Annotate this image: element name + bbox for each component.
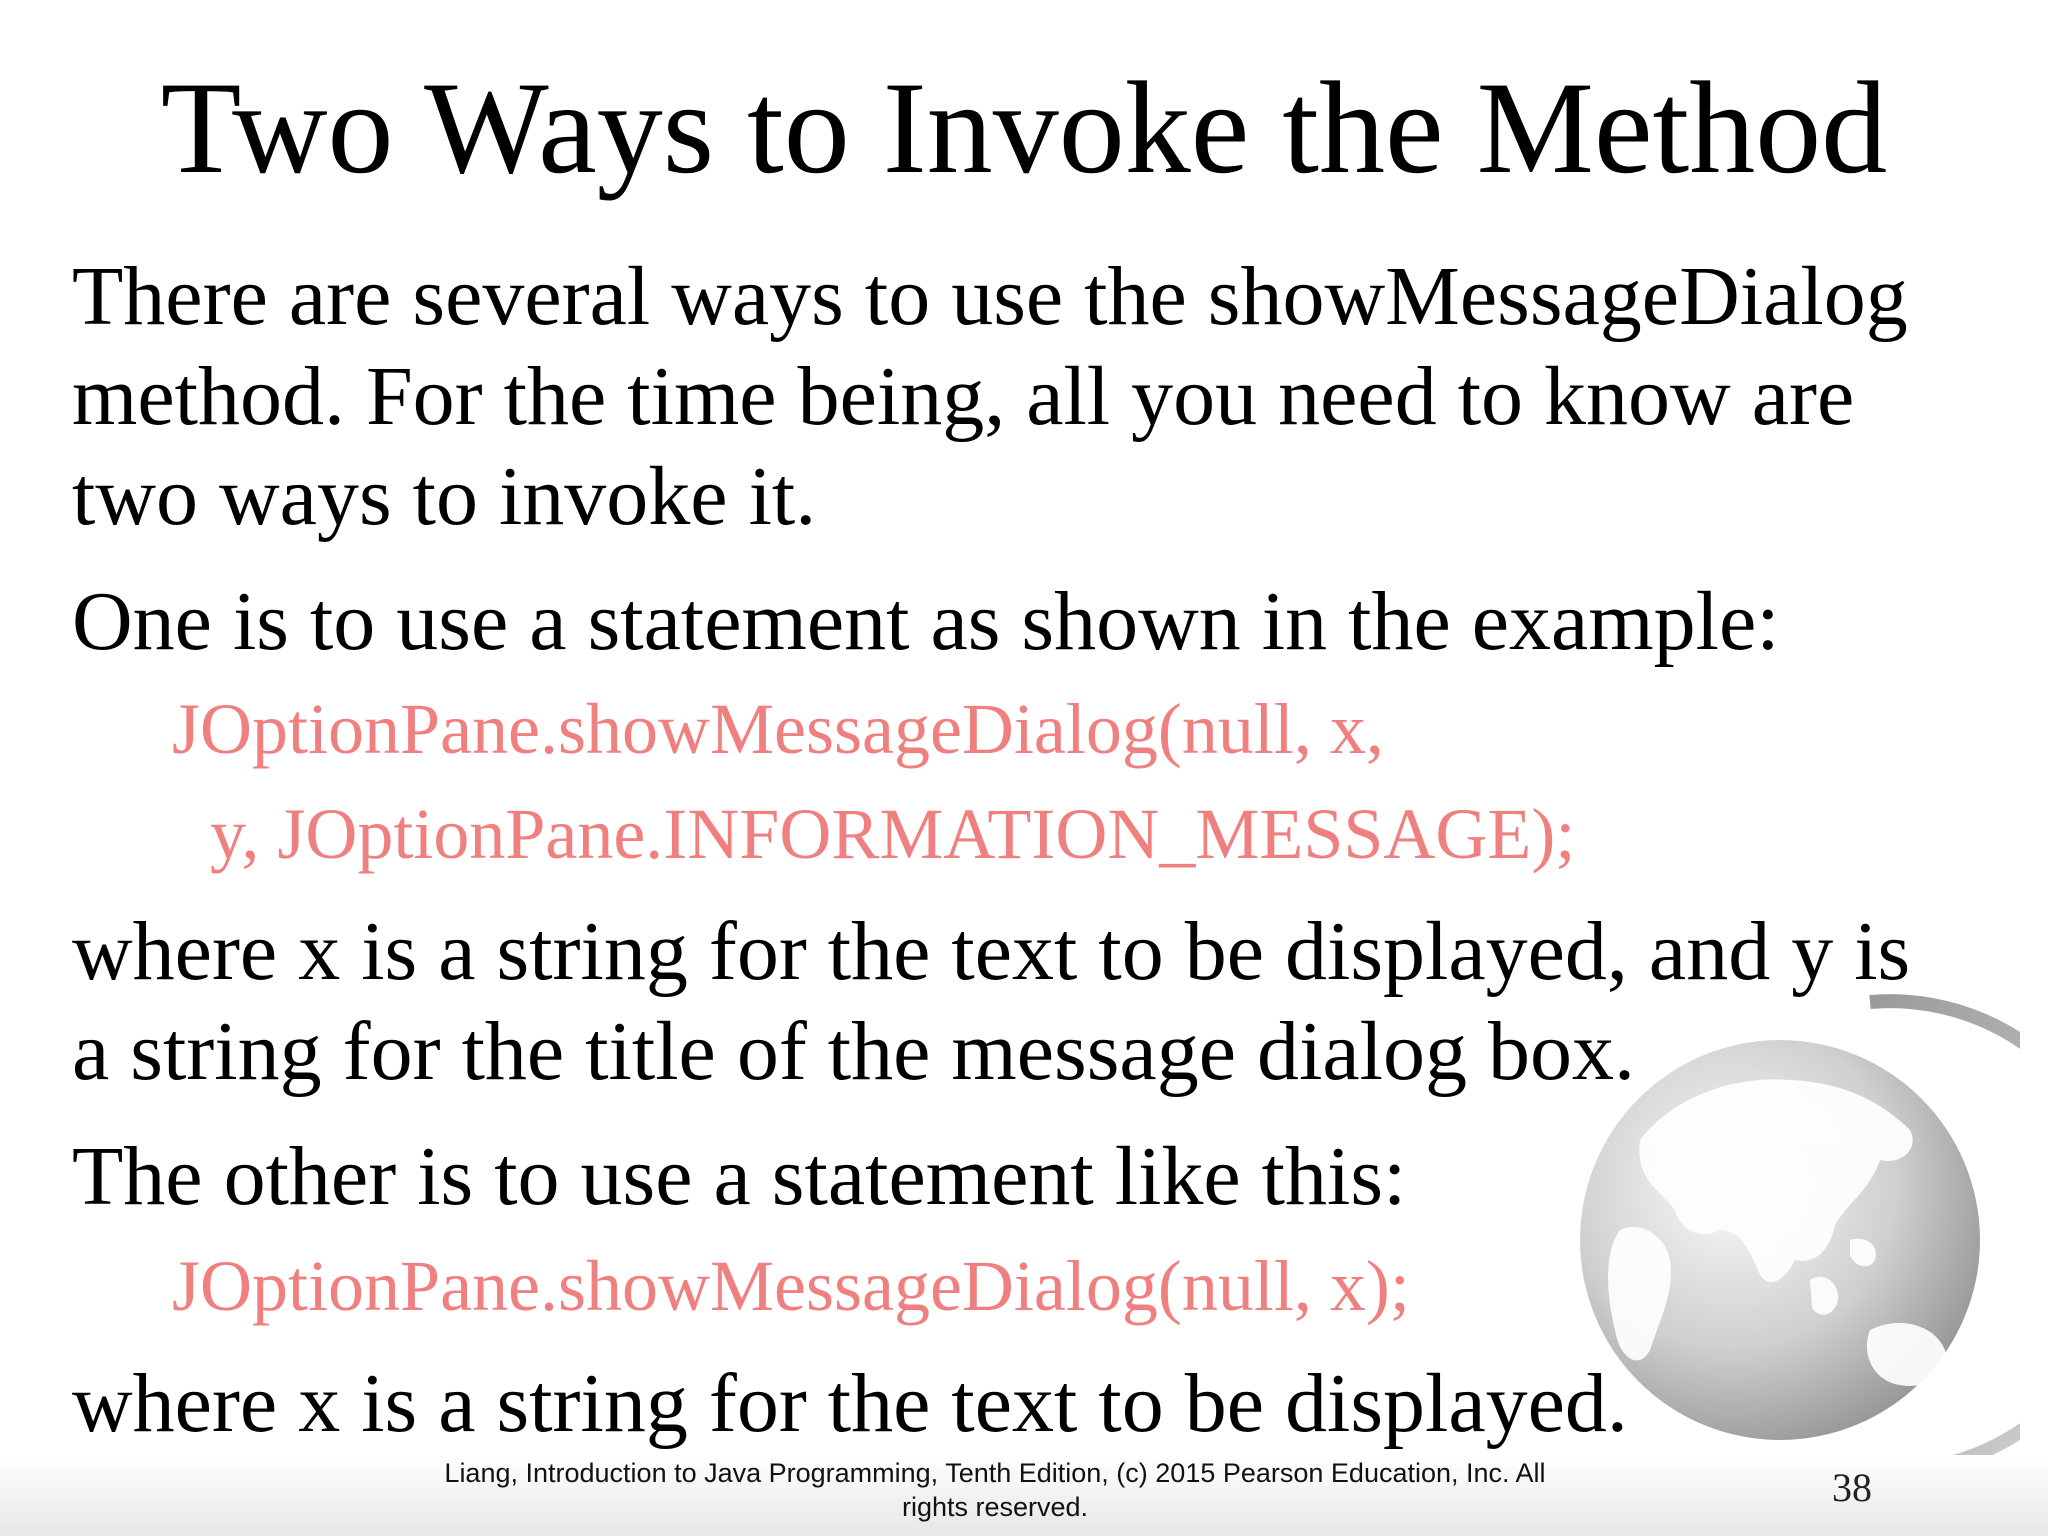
- footer-credit: [385, 1456, 1605, 1524]
- body-text-line: where x is a string for the text to be displayed.: [72, 1357, 1628, 1450]
- body-text-line: The other is to use a statement like this:: [72, 1130, 1407, 1223]
- body-text-line: two ways to invoke it.: [72, 450, 817, 543]
- body-text-line: One is to use a statement as shown in the example:: [72, 575, 1780, 668]
- code-line: JOptionPane.showMessageDialog(null, x,: [172, 689, 1384, 769]
- slide-title: Two Ways to Invoke the Method: [160, 54, 1888, 201]
- code-line: y, JOptionPane.INFORMATION_MESSAGE);: [210, 794, 1576, 874]
- footer-line: Liang, Introduction to Java Programming, Tenth Edition, (c) 2015 Pearson Education, Inc. All: [444, 1458, 1546, 1488]
- body-text-line: There are several ways to use the showMessageDialog: [72, 250, 1908, 343]
- code-line: JOptionPane.showMessageDialog(null, x);: [172, 1246, 1410, 1326]
- page-number: 38: [1832, 1465, 1872, 1510]
- globe-icon: [1580, 990, 2020, 1490]
- body-text-line: method. For the time being, all you need to know are: [72, 350, 1855, 443]
- body-text-line: a string for the title of the message dialog box.: [72, 1005, 1635, 1098]
- footer-line: rights reserved.: [901, 1492, 1089, 1522]
- body-text-line: where x is a string for the text to be displayed, and y is: [72, 905, 1911, 998]
